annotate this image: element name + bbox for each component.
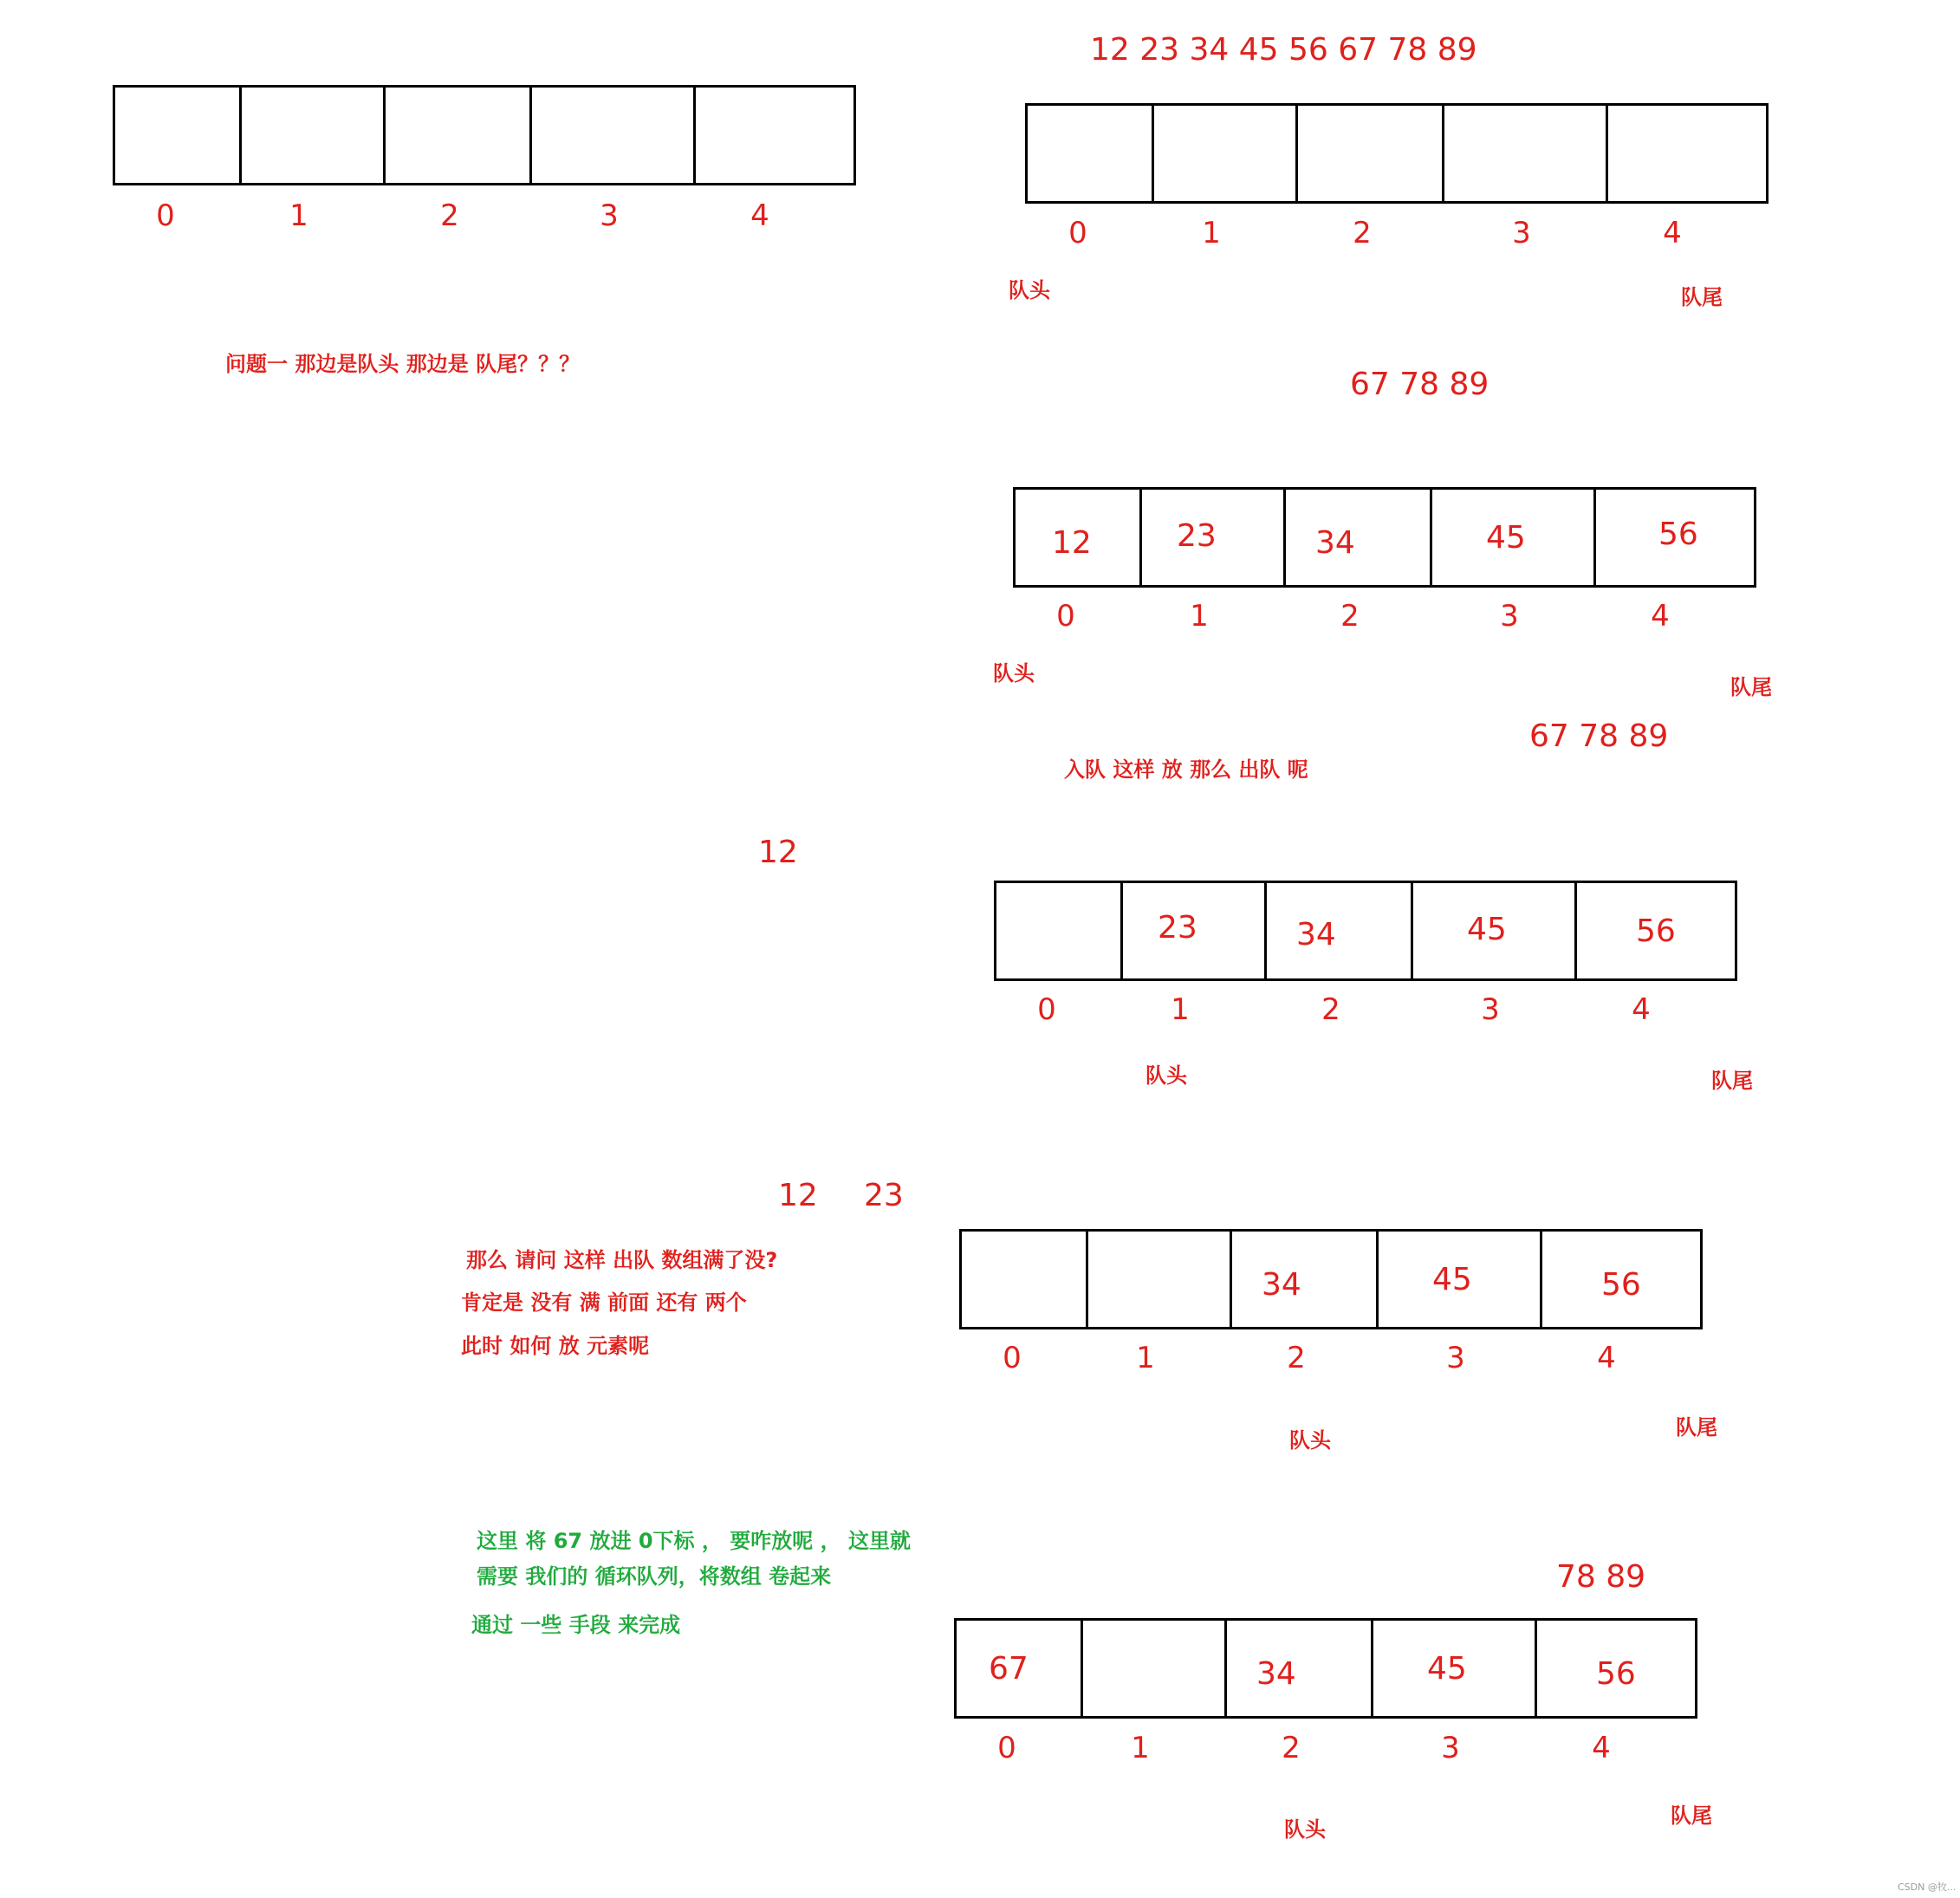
array-empty-left [113,85,856,185]
queue-head-label: 队头 [1284,1817,1326,1842]
index-label: 0 [997,1731,1016,1765]
note-line: 那么 请问 这样 出队 数组满了没? [466,1248,778,1272]
array-cell-2 [1230,1229,1379,1329]
index-label: 0 [1068,216,1087,250]
dequeued-element: 12 [778,1178,818,1213]
index-label: 3 [1446,1341,1465,1375]
index-label: 0 [1056,599,1075,634]
array-stage3 [994,881,1737,981]
array-cell-1 [1152,103,1298,204]
incoming-elements: 78 89 [1556,1559,1646,1595]
cell-value: 34 [1256,1656,1296,1692]
queue-head-label: 队头 [1289,1428,1331,1453]
index-label: 0 [1003,1341,1022,1375]
array-cell-4 [1535,1618,1697,1719]
index-label: 2 [440,198,459,233]
dequeued-element: 12 [758,835,798,870]
index-label: 0 [156,198,175,233]
array-cell-3 [1376,1229,1542,1329]
index-label: 1 [1131,1731,1150,1765]
array-cell-4 [1540,1229,1703,1329]
index-label: 3 [1441,1731,1460,1765]
array-cell-1 [1086,1229,1232,1329]
cell-value: 23 [1177,518,1217,554]
index-label: 1 [1190,599,1209,634]
cell-value: 56 [1636,913,1676,949]
index-label: 1 [1202,216,1221,250]
queue-head-label: 队头 [993,661,1035,686]
array-cell-0 [1025,103,1154,204]
index-label: 4 [1592,1731,1611,1765]
index-label: 3 [1481,992,1500,1027]
circular-queue-explanation [471,1529,911,1637]
index-row-stage1 [1025,218,1769,253]
array-cell-3 [529,85,696,185]
note-line: 此时 如何 放 元素呢 [461,1334,650,1358]
cell-value: 23 [1158,910,1197,946]
index-label: 1 [1136,1341,1155,1375]
cell-value: 45 [1427,1651,1467,1687]
index-row-stage4 [959,1343,1703,1378]
cell-value: 12 [1052,525,1092,561]
index-row-stage2 [1013,601,1756,636]
array-cell-0 [954,1618,1083,1719]
queue-tail-label: 队尾 [1711,1069,1753,1093]
cell-value: 34 [1262,1267,1301,1303]
note-line: 这里 将 67 放进 0下标 ， 要咋放呢 ， 这里就 [477,1529,911,1553]
cell-value: 34 [1296,917,1336,952]
array-cell-2 [1224,1618,1373,1719]
index-label: 4 [1663,216,1682,250]
array-stage2 [1013,487,1756,588]
cell-value: 56 [1596,1656,1636,1692]
cell-value: 56 [1658,517,1698,552]
watermark: CSDN @牧... [1898,1882,1957,1893]
index-label: 3 [600,198,619,233]
array-cell-0 [1013,487,1142,588]
array-cell-2 [1283,487,1432,588]
cell-value: 67 [989,1651,1029,1687]
queue-head-label: 队头 [1145,1063,1187,1088]
array-cell-2 [1295,103,1444,204]
index-label: 2 [1287,1341,1306,1375]
array-cell-4 [693,85,856,185]
enqueue-note: 入队 这样 放 那么 出队 呢 [1064,757,1308,782]
incoming-elements: 67 78 89 [1350,367,1489,402]
queue-head-label: 队头 [1009,278,1050,302]
index-label: 4 [1597,1341,1616,1375]
index-label: 2 [1353,216,1372,250]
array-cell-3 [1442,103,1608,204]
index-label: 2 [1321,992,1340,1027]
queue-tail-label: 队尾 [1681,285,1723,309]
array-stage1 [1025,103,1769,204]
note-line: 肯定是 没有 满 前面 还有 两个 [461,1290,747,1315]
index-row-stage3 [994,992,1737,1030]
array-cell-0 [113,85,242,185]
array-cell-3 [1371,1618,1537,1719]
index-row-left [113,198,856,236]
cell-value: 45 [1486,520,1526,556]
incoming-elements: 12 23 34 45 56 67 78 89 [1090,32,1477,68]
array-cell-1 [1081,1618,1227,1719]
full-question-note [461,1248,778,1358]
dequeued-element: 23 [864,1178,904,1213]
array-cell-2 [1264,881,1413,981]
array-cell-3 [1411,881,1577,981]
index-label: 3 [1500,599,1519,634]
array-stage5 [954,1618,1697,1719]
index-label: 1 [1171,992,1190,1027]
array-cell-1 [1120,881,1267,981]
question-note: 问题一 那边是队头 那边是 队尾？？？ [225,352,581,376]
incoming-elements: 67 78 89 [1529,718,1669,754]
index-label: 4 [1632,992,1651,1027]
cell-value: 45 [1432,1262,1472,1297]
array-cell-4 [1606,103,1769,204]
queue-tail-label: 队尾 [1676,1415,1717,1440]
array-stage4 [959,1229,1703,1329]
queue-tail-label: 队尾 [1671,1804,1712,1828]
note-line: 需要 我们的 循环队列，将数组 卷起来 [477,1564,832,1589]
index-label: 1 [289,198,308,233]
index-label: 3 [1512,216,1531,250]
array-cell-0 [959,1229,1088,1329]
array-cell-2 [383,85,532,185]
array-cell-1 [1139,487,1286,588]
cell-value: 45 [1467,912,1507,947]
array-cell-0 [994,881,1123,981]
array-cell-4 [1574,881,1737,981]
note-line: 通过 一些 手段 来完成 [471,1613,681,1637]
cell-value: 56 [1601,1267,1641,1303]
index-row-stage5 [954,1733,1697,1768]
cell-value: 34 [1315,525,1355,561]
array-cell-1 [239,85,386,185]
queue-tail-label: 队尾 [1730,675,1772,699]
array-cell-3 [1430,487,1596,588]
index-label: 2 [1282,1731,1301,1765]
index-label: 4 [1651,599,1670,634]
index-label: 2 [1340,599,1360,634]
array-cell-4 [1593,487,1756,588]
index-label: 0 [1037,992,1056,1027]
index-label: 4 [750,198,769,233]
